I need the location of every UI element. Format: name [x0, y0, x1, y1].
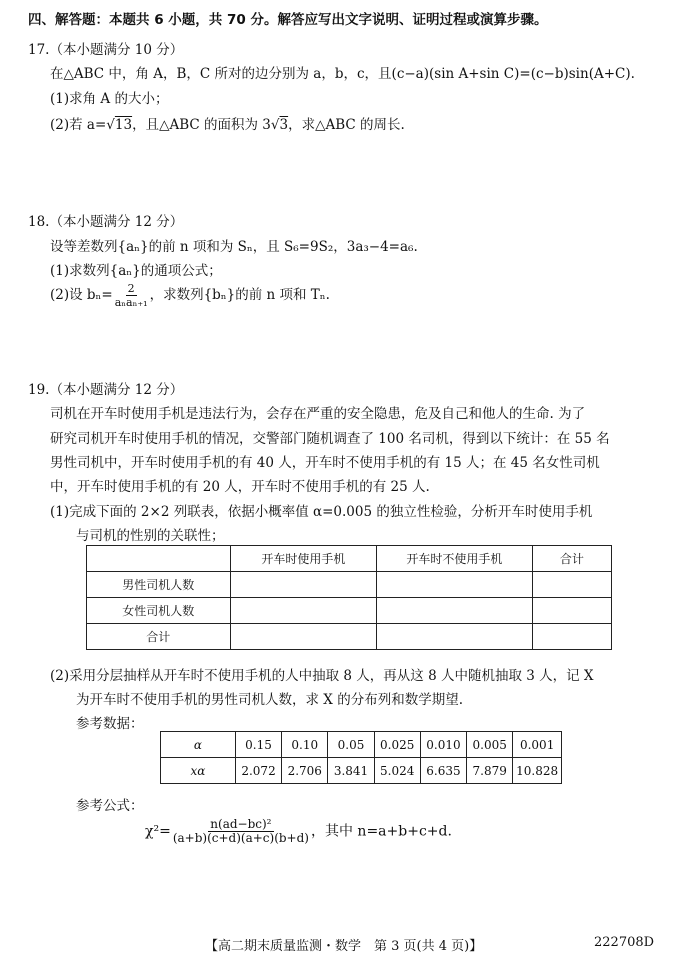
table-cell: 2.706 — [282, 758, 328, 784]
fraction: $\frac{2}{\text{aₙaₙ₊₁}}$ — [114, 282, 148, 309]
table-cell: 0.10 — [282, 732, 328, 758]
ref-formula-label: 参考公式： — [76, 798, 144, 814]
table-cell — [532, 572, 611, 598]
table-cell — [230, 624, 377, 650]
q19-part2-line: (2)采用分层抽样从开车时不使用手机的人中抽取 8 人，再从这 8 人中随机抽取 3 人，记 X — [50, 668, 594, 684]
q19-part2-line: 为开车时不使用手机的男性司机人数，求 X 的分布列和数学期望. — [76, 692, 463, 708]
q19-para-line: 研究司机开车时使用手机的情况，交警部门随机调查了 100 名司机，得到以下统计：在 55 名 — [50, 431, 610, 447]
table-cell: 5.024 — [374, 758, 420, 784]
table-cell: 0.005 — [467, 732, 513, 758]
reference-table — [160, 731, 562, 784]
q19-title: 19.（本小题满分 12 分） — [28, 382, 184, 398]
contingency-table — [86, 545, 612, 650]
table-cell — [532, 624, 611, 650]
chi-square-formula: χ²= $\frac{\text{n(ad−bc)²}}{(a+b)(c+d)(a+c)(b+d)}$ ，其中 n=a+b+c+d. — [145, 817, 452, 845]
section-header: 四、解答题：本题共 6 小题，共 70 分。解答应写出文字说明、证明过程或演算步骤。 — [28, 12, 548, 28]
footer-code: 222708D — [594, 935, 655, 950]
fraction: $\frac{\text{n(ad−bc)²}}{(a+b)(c+d)(a+c)(b+d)}$ — [172, 817, 309, 845]
q17-stem: 在△ABC 中，角 A，B，C 所对的边分别为 a，b，c，且(c−a)(sin A+sin C)=(c−b)sin(A+C). — [50, 66, 635, 82]
table-header: 开车时使用手机 — [230, 546, 377, 572]
q17-title: 17.（本小题满分 10 分） — [28, 42, 184, 58]
q19-para-line: 男性司机中，开车时使用手机的有 40 人，开车时不使用手机的有 15 人；在 45 名女性司机 — [50, 455, 600, 471]
table-row — [87, 572, 612, 598]
table-cell — [377, 572, 532, 598]
table-cell: 0.05 — [328, 732, 374, 758]
table-cell — [87, 546, 231, 572]
q18-title: 18.（本小题满分 12 分） — [28, 214, 184, 230]
table-cell: 合计 — [87, 624, 231, 650]
table-cell: 0.010 — [420, 732, 466, 758]
q18-part1: (1)求数列{aₙ}的通项公式； — [50, 263, 222, 279]
q18-part2: (2)设 bₙ= $\frac{2}{\text{aₙaₙ₊₁}}$ ，求数列{bₙ}的前 n 项和 Tₙ. — [50, 282, 330, 309]
table-cell: 6.635 — [420, 758, 466, 784]
q19-part1-line: 与司机的性别的关联性； — [76, 528, 225, 544]
table-cell — [230, 572, 377, 598]
table-cell: 女性司机人数 — [87, 598, 231, 624]
table-row — [161, 758, 562, 784]
table-cell: 0.15 — [235, 732, 281, 758]
table-cell — [377, 624, 532, 650]
table-cell: 男性司机人数 — [87, 572, 231, 598]
table-row — [161, 732, 562, 758]
table-row — [87, 624, 612, 650]
table-cell — [377, 598, 532, 624]
footer-center: 【高二期末质量监测・数学 第 3 页(共 4 页)】 — [205, 939, 483, 954]
table-cell: 10.828 — [513, 758, 562, 784]
table-cell: 0.001 — [513, 732, 562, 758]
q18-stem: 设等差数列{aₙ}的前 n 项和为 Sₙ，且 S₆=9S₂，3a₃−4=a₆. — [50, 239, 418, 255]
q19-para-line: 中，开车时使用手机的有 20 人，开车时不使用手机的有 25 人. — [50, 479, 430, 495]
table-cell: α — [161, 732, 236, 758]
table-cell: xα — [161, 758, 236, 784]
table-cell: 2.072 — [235, 758, 281, 784]
q19-para-line: 司机在开车时使用手机是违法行为，会存在严重的安全隐患，危及自己和他人的生命. 为了 — [50, 406, 586, 422]
table-header: 合计 — [532, 546, 611, 572]
q19-part1-line: (1)完成下面的 2×2 列联表，依据小概率值 α=0.005 的独立性检验，分析开车时使用手机 — [50, 504, 593, 520]
table-cell: 0.025 — [374, 732, 420, 758]
table-row — [87, 598, 612, 624]
table-header: 开车时不使用手机 — [377, 546, 532, 572]
sqrt-symbol: √ — [106, 117, 115, 133]
table-cell — [532, 598, 611, 624]
q17-part2: (2)若 a=√13，且△ABC 的面积为 3√3，求△ABC 的周长. — [50, 117, 405, 133]
ref-data-label: 参考数据： — [76, 716, 144, 732]
table-cell: 7.879 — [467, 758, 513, 784]
q17-part1: (1)求角 A 的大小； — [50, 91, 169, 107]
table-cell — [230, 598, 377, 624]
table-cell: 3.841 — [328, 758, 374, 784]
table-header-row — [87, 546, 612, 572]
